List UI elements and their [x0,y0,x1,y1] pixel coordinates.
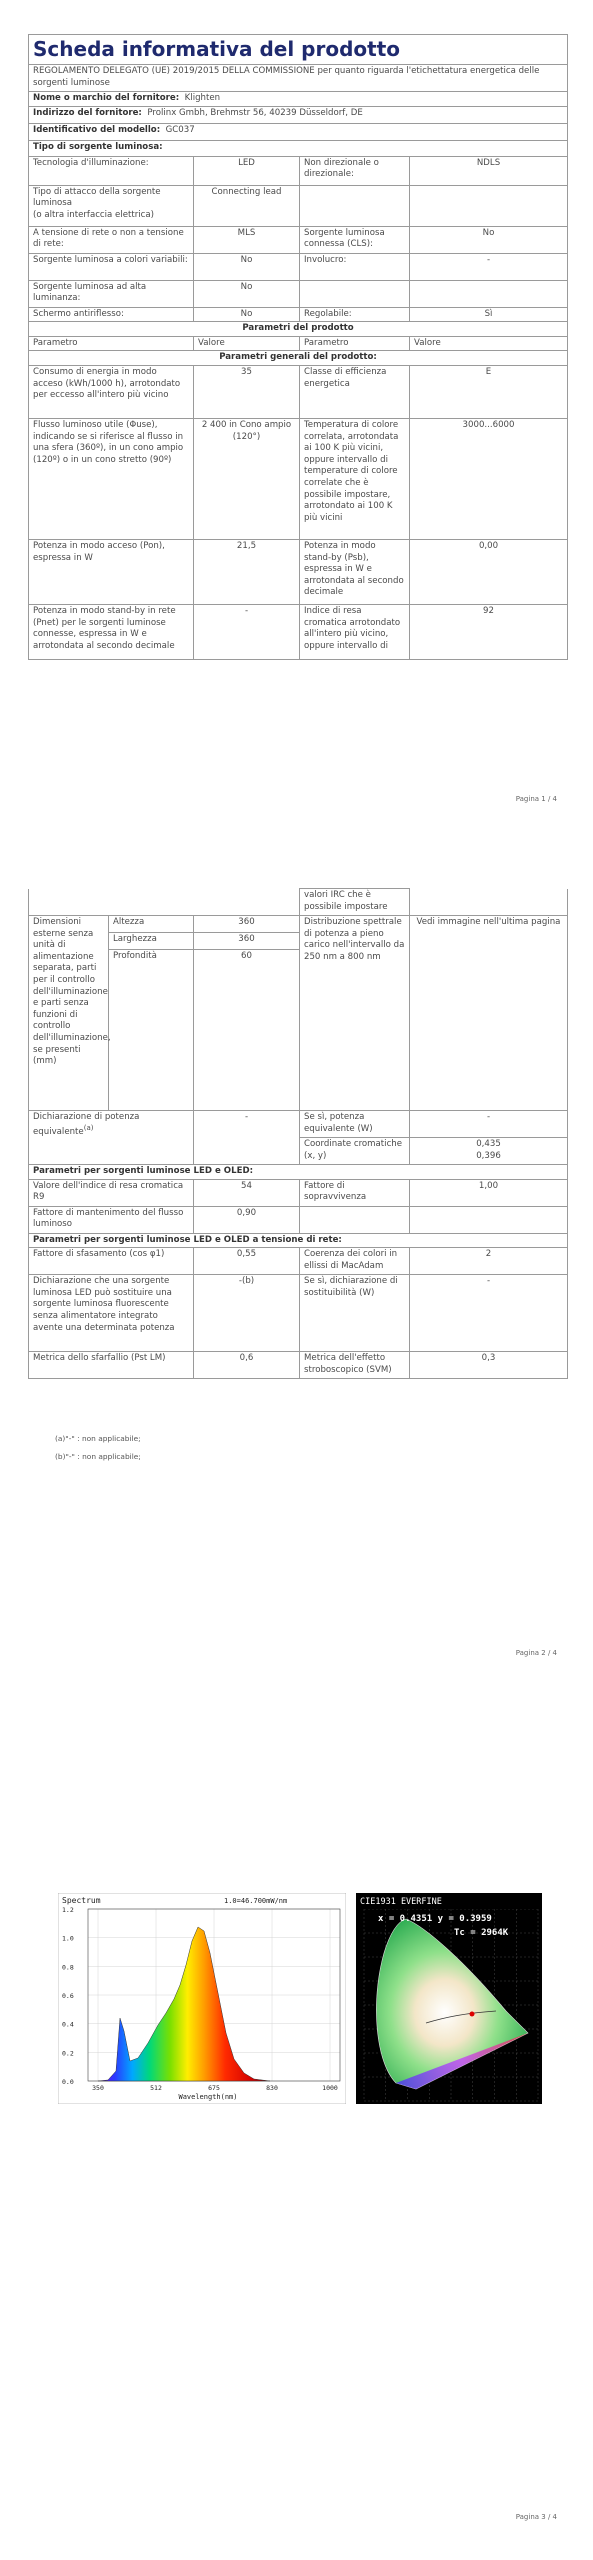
type-value: Connecting lead [194,185,300,226]
coord-label: Coordinate cromatiche (x, y) [300,1138,410,1165]
param-value: 0,55 [194,1248,300,1275]
type-value: Sì [410,307,568,322]
type-label: Regolabile: [300,307,410,322]
spectrum-y-tick: 0.0 [62,2078,74,2086]
supplier-label: Nome o marchio del fornitore: [33,93,180,103]
spectrum-svg [58,1893,346,2104]
footnote-a: (a)"-" : non applicabile; [55,1434,141,1443]
param-label: Flusso luminoso utile (Φuse), indicando se si riferisce al flusso in una sfera (360º), in un cono ampio (120º) o in un cono stretto (90º) [29,418,194,539]
spectrum-chart [58,1893,346,2104]
param-label: Metrica dello sfarfallio (Pst LM) [29,1352,194,1379]
supplier-value: Klighten [184,93,221,103]
type-value [410,280,568,307]
type-value: No [194,307,300,322]
led-params-heading: Parametri per sorgenti luminose LED e OLED: [29,1165,568,1180]
chromaticity-point [470,2012,475,2017]
general-params-heading: Parametri generali del prodotto: [29,351,568,366]
mains-row [29,1275,568,1352]
param-value: 0,90 [194,1206,300,1233]
type-value: No [194,280,300,307]
page-title: Scheda informativa del prodotto [29,35,568,65]
decl-cell [29,1111,194,1165]
product-info-table-continued [28,888,568,1379]
type-row [29,185,568,226]
continued-row [29,889,568,916]
param-label: Indice di resa cromatica arrotondato all'intero più vicino, oppure intervallo di [300,604,410,659]
equiv-value: - [410,1111,568,1138]
param-label: Coerenza dei colori in ellissi di MacAdam [300,1248,410,1275]
model-label: Identificativo del modello: [33,124,161,135]
product-params-heading: Parametri del prodotto [29,322,568,337]
spectrum-x-tick: 1000 [322,2084,338,2092]
led-row [29,1179,568,1206]
dims-row [29,916,568,933]
decl-label: Dichiarazione di potenza equivalente [33,1112,140,1137]
param-value: 2 [410,1248,568,1275]
param-label: Temperatura di colore correlata, arrotondata ai 100 K più vicini, oppure intervallo di temperature di colore correlate che è possibile impostare, arrotondato ai 100 K più vicini [300,418,410,539]
type-label: Schermo antiriflesso: [29,307,194,322]
spectrum-x-tick: 350 [92,2084,104,2092]
param-value: 54 [194,1179,300,1206]
param-label: Se sì, dichiarazione di sostituibilità (W) [300,1275,410,1352]
param-value: 2 400 in Cono ampio (120°) [194,418,300,539]
cie-diagram [356,1893,542,2104]
dim-label: Profondità [109,950,194,1111]
address-row [29,106,568,123]
regulation-text: REGOLAMENTO DELEGATO (UE) 2019/2015 DELLA COMMISSIONE per quanto riguarda l'etichettatura energetica delle sorgenti luminose [29,65,568,92]
param-label: Metrica dell'effetto stroboscopico (SVM) [300,1352,410,1379]
param-label: Fattore di sfasamento (cos φ1) [29,1248,194,1275]
type-label: A tensione di rete o non a tensione di rete: [29,226,194,253]
dim-label: Altezza [109,916,194,933]
type-row [29,226,568,253]
cie-tc: Tc = 2964K [454,1928,509,1938]
spectrum-scale: 1.0=46.700mW/nm [224,1897,288,1905]
spectrum-y-tick: 0.4 [62,2020,74,2029]
coord-y: 0,396 [476,1150,501,1161]
dist-label: Distribuzione spettrale di potenza a pieno carico nell'intervallo da 250 nm a 800 nm [300,916,410,1111]
param-value [410,1206,568,1233]
param-value: - [194,604,300,659]
param-row [29,365,568,418]
param-label: Valore dell'indice di resa cromatica R9 [29,1179,194,1206]
type-label [300,280,410,307]
type-row [29,307,568,322]
value-header: Valore [410,336,568,351]
param-value: 0,3 [410,1352,568,1379]
type-label: Sorgente luminosa a colori variabili: [29,253,194,280]
value-header: Valore [194,336,300,351]
param-value: E [410,365,568,418]
param-value: 0,00 [410,539,568,604]
model-row [29,123,568,140]
params-header-row [29,336,568,351]
mains-row [29,1248,568,1275]
type-value [410,185,568,226]
dim-value: 60 [194,950,300,1111]
spectrum-y-tick: 0.8 [62,1963,74,1972]
decl-row [29,1111,568,1138]
source-type-heading: Tipo di sorgente luminosa: [29,140,568,156]
type-label: Involucro: [300,253,410,280]
decl-value: - [194,1111,300,1165]
product-info-table [28,34,568,660]
mains-params-heading: Parametri per sorgenti luminose LED e OLED a tensione di rete: [29,1233,568,1248]
spectrum-y-tick: 0.6 [62,1992,74,2000]
dim-value: 360 [194,933,300,950]
page-number: Pagina 2 / 4 [515,1649,557,1657]
param-label: Classe di efficienza energetica [300,365,410,418]
type-row [29,253,568,280]
page-number: Pagina 1 / 4 [515,795,557,803]
param-label: Consumo di energia in modo acceso (kWh/1000 h), arrotondato per eccesso all'intero più vicino [29,365,194,418]
type-value: No [410,226,568,253]
type-row [29,156,568,185]
param-value: 21,5 [194,539,300,604]
dims-label: Dimensioni esterne senza unità di alimentazione separata, parti per il controllo dell'illuminazione e parti senza funzioni di controllo dell'illuminazione, se presenti (mm) [29,916,109,1111]
spectrum-y-tick: 0.2 [62,2049,74,2058]
type-row [29,280,568,307]
address-value: Prolinx Gmbh, Brehmstr 56, 40239 Düsseldorf, DE [147,107,363,118]
param-value: 35 [194,365,300,418]
model-value: GC037 [165,124,195,135]
param-value: 3000...6000 [410,418,568,539]
dim-label: Larghezza [109,933,194,950]
page-number: Pagina 3 / 4 [515,2513,557,2521]
spectrum-x-tick: 830 [266,2084,278,2092]
param-value: - [410,1275,568,1352]
cie-svg [356,1893,542,2104]
param-row [29,418,568,539]
type-value: No [194,253,300,280]
spectrum-x-tick: 512 [150,2084,162,2092]
param-label [300,1206,410,1233]
type-label: Tecnologia d'illuminazione: [29,156,194,185]
cie-xy: x = 0.4351 y = 0.3959 [378,1914,492,1924]
coord-x: 0,435 [476,1139,501,1149]
param-row [29,539,568,604]
footnote-b: (b)"-" : non applicabile; [55,1452,141,1461]
param-label: Fattore di sopravvivenza [300,1179,410,1206]
dim-value: 360 [194,916,300,933]
led-row [29,1206,568,1233]
param-label: Dichiarazione che una sorgente luminosa LED può sostituire una sorgente luminosa fluorescente senza alimentatore integrato avente una determinata potenza [29,1275,194,1352]
param-label: Fattore di mantenimento del flusso luminoso [29,1206,194,1233]
spectrum-x-tick: 675 [208,2084,220,2092]
supplier-row [29,92,568,107]
mains-row [29,1352,568,1379]
spectrum-y-tick: 1.2 [62,1906,74,1914]
address-label: Indirizzo del fornitore: [33,107,142,118]
type-label [300,185,410,226]
type-label: Tipo di attacco della sorgente luminosa (o altra interfaccia elettrica) [29,185,194,226]
dist-value: Vedi immagine nell'ultima pagina [410,916,568,1111]
type-label: Sorgente luminosa ad alta luminanza: [29,280,194,307]
type-label: Non direzionale o direzionale: [300,156,410,185]
type-label: Sorgente luminosa connessa (CLS): [300,226,410,253]
param-label: Potenza in modo acceso (Pon), espressa in W [29,539,194,604]
param-label: Potenza in modo stand-by in rete (Pnet) per le sorgenti luminose connesse, espressa in W e arrotondata al secondo decimale [29,604,194,659]
cont-text: valori IRC che è possibile impostare [300,889,410,916]
cie-title: CIE1931 EVERFINE [360,1897,442,1907]
coord-value [410,1138,568,1165]
equiv-label: Se sì, potenza equivalente (W) [300,1111,410,1138]
spectrum-y-tick: 1.0 [62,1934,74,1943]
param-value: 1,00 [410,1179,568,1206]
param-value: 0,6 [194,1352,300,1379]
decl-sup: (a) [83,1123,94,1132]
param-value: 92 [410,604,568,659]
param-value: -(b) [194,1275,300,1352]
param-header: Parametro [29,336,194,351]
param-row [29,604,568,659]
type-value: NDLS [410,156,568,185]
type-value: LED [194,156,300,185]
spectrum-title: Spectrum [62,1896,101,1905]
type-value: MLS [194,226,300,253]
param-header: Parametro [300,336,410,351]
param-label: Potenza in modo stand-by (Psb), espressa in W e arrotondata al secondo decimale [300,539,410,604]
spectrum-xlabel: Wavelength(nm) [178,2093,238,2101]
type-value: - [410,253,568,280]
